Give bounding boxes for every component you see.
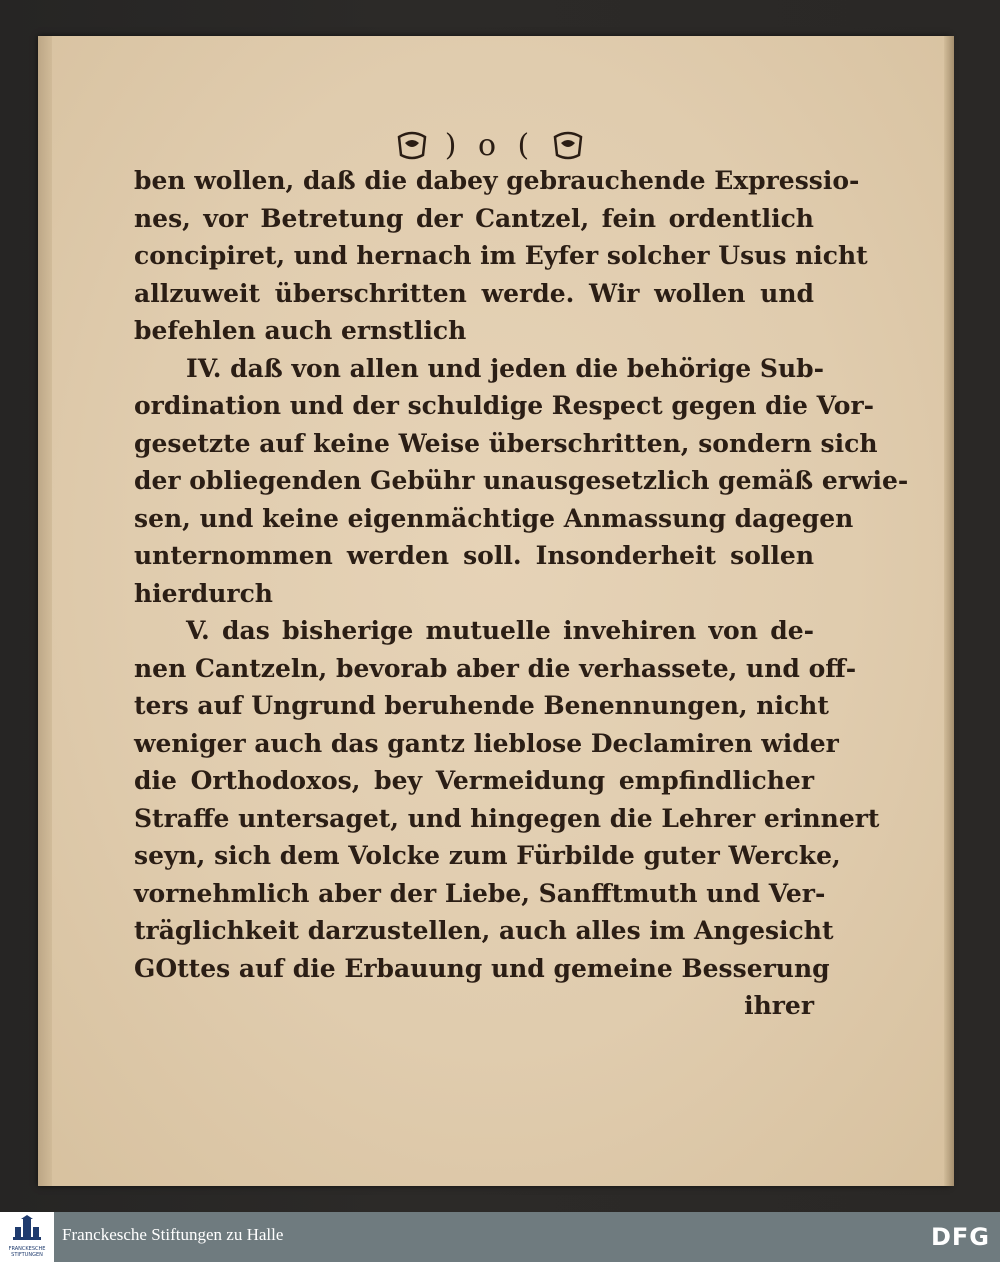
text-line: V. das bisherige mutuelle invehiren von de- [186,616,814,645]
text-line: ben wollen, daß die dabey gebrauchende Expressio- [134,166,860,195]
text-line: seyn, sich dem Volcke zum Fürbilde guter Wercke, [134,841,841,870]
text-line: vornehmlich aber der Liebe, Sanfftmuth und Ver- [134,878,826,908]
text-line: unternommen werden soll. Insonderheit sollen [134,541,814,570]
text-line: Straffe untersaget, und hingegen die Lehrer erinnert [134,803,880,833]
text-line: weniger auch das gantz lieblose Declamiren wider [134,728,839,758]
text-line: nen Cantzeln, bevorab aber die verhassete, und off- [134,653,857,683]
text-line: nes, vor Betretung der Cantzel, fein ordentlich [134,203,814,233]
text-line: allzuweit überschritten werde. Wir wollen und [134,278,814,308]
text-line: befehlen auch ernstlich [134,316,467,345]
footer-bar [0,1212,1000,1262]
printer-ornament-icon [395,131,429,161]
text-line: GOttes auf die Erbauung und gemeine Besserung [134,953,830,983]
text-line: hierdurch [134,578,273,608]
logo-caption: FRANCKESCHE STIFTUNGEN [8,1246,46,1258]
text-line: sen, und keine eigenmächtige Anmassung dagegen [134,503,854,533]
dfg-logo[interactable]: DFG [930,1223,990,1251]
text-line: träglichkeit darzustellen, auch alles im Angesicht [134,916,834,945]
francke-foundation-logo[interactable] [0,1212,54,1262]
page-gutter [38,36,52,1186]
header-text: ) o ( [444,128,536,163]
text-line: ters auf Ungrund beruhende Benennungen, nicht [134,691,829,720]
body-text [134,162,909,1025]
text-line: ihrer [744,991,814,1020]
text-line: die Orthodoxos, bey Vermeidung empfindlicher [134,766,814,795]
institution-name[interactable]: Franckesche Stiftungen zu Halle [62,1225,284,1244]
francke-foundation-logo-icon [9,1215,45,1245]
text-line: ordination und der schuldige Respect gegen die Vor- [134,391,874,420]
text-line: concipiret, und hernach im Eyfer solcher Usus nicht [134,241,868,270]
text-line: IV. daß von allen und jeden die behörige Sub- [186,353,824,383]
printer-ornament-icon [551,131,585,161]
text-line: der obliegenden Gebühr unausgesetzlich gemäß erwie- [134,466,909,495]
page-edge [944,36,954,1186]
page-header [300,128,680,163]
text-line: gesetzte auf keine Weise überschritten, sondern sich [134,428,878,458]
